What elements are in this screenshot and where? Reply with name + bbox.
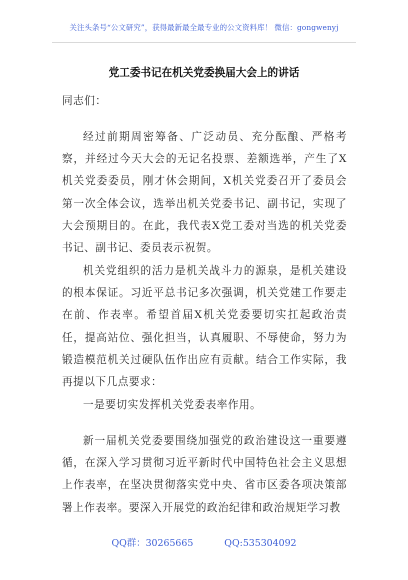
header-divider — [52, 42, 356, 43]
paragraph-3: 一是要切实发挥机关党委表率作用。 — [83, 399, 262, 411]
paragraph-1: 经过前期周密筹备、广泛动员、充分酝酿、严格考察，并经过今天大会的无记名投票、差额选举，产生了X机关党委委员，刚才休会期间，X机关党委召开了委员会第一次全体会议，选举出机关党委书记、副书记，实现了大会预期目的。在此，我代表X党工委对当选的机关党委书记、副书记、委员表示祝贺。 — [62, 131, 347, 255]
paragraph-2: 机关党组织的活力是机关战斗力的源泉，是机关建设的根本保证。习近平总书记多次强调，机关党建工作要走在前、作表率。希望首届X机关党委要切实扛起政治责任，提高站位、强化担当，认真履职、不辱使命，努力为锻造模范机关过硬队伍作出应有贡献。结合工作实际，我再提以下几点要求： — [62, 265, 347, 389]
footer-qq-group: QQ群：30265665 — [111, 538, 194, 549]
footer-banner — [0, 535, 408, 549]
footer-qq-contact: QQ:535304092 — [224, 538, 297, 549]
salutation: 同志们： — [62, 95, 107, 107]
document-title: 党工委书记在机关党委换届大会上的讲话 — [108, 67, 300, 79]
header-banner: 关注头条号“公文研究”，获得最新最全最专业的公文资料库！ 微信：gongwenyj — [69, 23, 339, 32]
paragraph-4: 新一届机关党委要围绕加强党的政治建设这一重要遵循，在深入学习贯彻习近平新时代中国特色社会主义思想上作表率，在坚决贯彻落实党中央、省市区委各项决策部署上作表率。要深入开展党的政治纪律和政治规矩学习教 — [62, 435, 347, 514]
